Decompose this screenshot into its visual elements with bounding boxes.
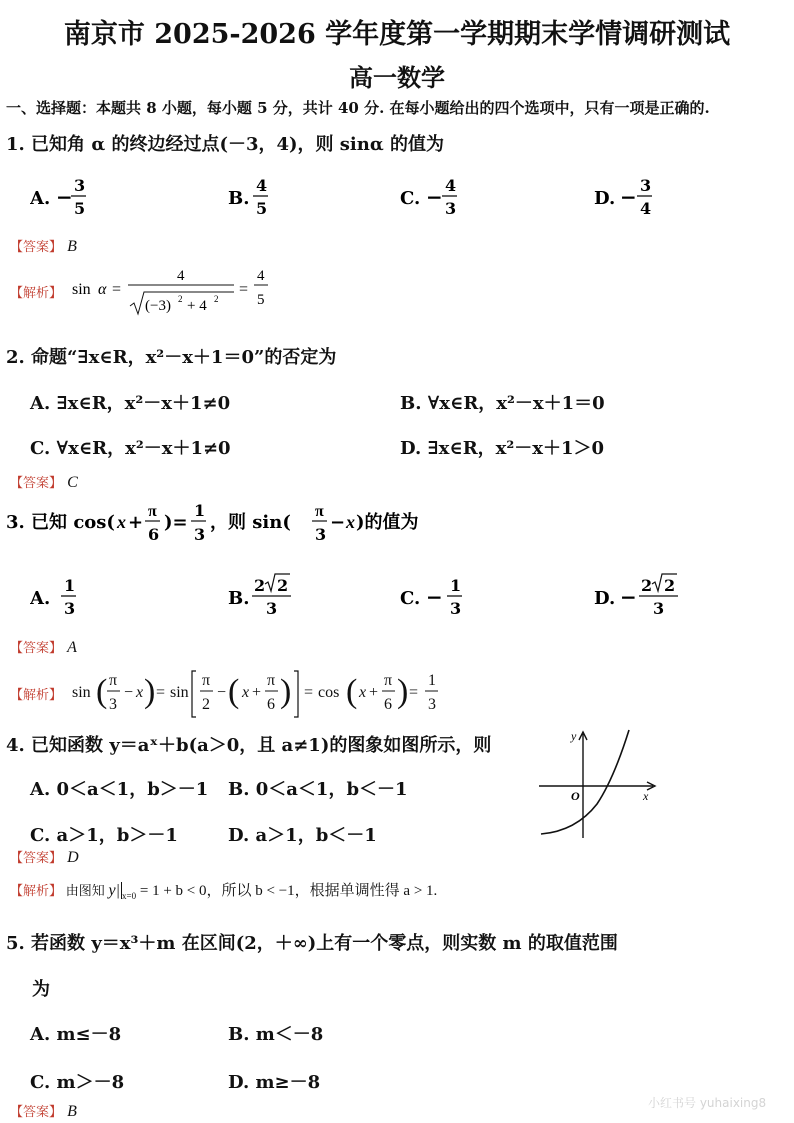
svg-text:=: = bbox=[112, 281, 122, 298]
svg-text:1: 1 bbox=[428, 672, 436, 689]
svg-text:+: + bbox=[128, 512, 144, 533]
section-heading: 一、选择题：本题共 8 小题，每小题 5 分，共计 40 分. 在每小题给出的四个选项中，只有一项是正确的. bbox=[6, 99, 710, 117]
q1-option-a bbox=[30, 172, 110, 229]
svg-text:(−3): (−3) bbox=[145, 298, 171, 314]
graph-y-label: y bbox=[571, 729, 577, 743]
svg-text:−: − bbox=[330, 512, 346, 533]
q4-answer-value: D bbox=[67, 849, 79, 866]
svg-text:3: 3 bbox=[315, 525, 327, 544]
svg-text:4: 4 bbox=[257, 268, 265, 284]
svg-text:2: 2 bbox=[214, 294, 219, 304]
q2-answer-value: C bbox=[67, 474, 78, 491]
svg-text:sin: sin bbox=[72, 281, 91, 298]
question-3-stem bbox=[6, 500, 526, 557]
q3-option-c bbox=[400, 572, 480, 629]
q1-option-c bbox=[400, 172, 480, 229]
svg-text:B.: B. bbox=[228, 188, 250, 209]
svg-text:4: 4 bbox=[256, 176, 268, 195]
svg-text:3. 已知 cos(: 3. 已知 cos( bbox=[6, 512, 115, 533]
q1-option-d bbox=[594, 172, 674, 229]
q4-analysis bbox=[10, 879, 437, 901]
svg-text:=: = bbox=[239, 281, 249, 298]
svg-text:−: − bbox=[426, 185, 443, 209]
svg-text:1: 1 bbox=[450, 576, 462, 595]
q1-option-b bbox=[228, 172, 288, 229]
svg-text:−: − bbox=[426, 585, 443, 609]
svg-text:−: − bbox=[217, 684, 227, 701]
svg-text:x: x bbox=[136, 684, 144, 701]
q5-option-d: D. m≥－8 bbox=[228, 1072, 321, 1093]
svg-text:4: 4 bbox=[445, 176, 457, 195]
q2-option-c: C. ∀x∈R，x²－x＋1≠0 bbox=[30, 438, 231, 459]
svg-text:6: 6 bbox=[384, 696, 392, 713]
question-5-stem-cont: 为 bbox=[32, 979, 50, 1000]
q4-analysis-lead: 由图知 bbox=[65, 884, 105, 899]
svg-text:6: 6 bbox=[148, 525, 160, 544]
svg-text:x: x bbox=[359, 684, 367, 701]
svg-text:): ) bbox=[144, 673, 156, 710]
answer-tag: 【答案】 bbox=[10, 1105, 63, 1120]
svg-text:3: 3 bbox=[445, 199, 457, 218]
svg-text:3: 3 bbox=[653, 599, 665, 618]
svg-text:): ) bbox=[280, 673, 292, 710]
q1-answer bbox=[10, 236, 77, 256]
q5-option-a: A. m≤－8 bbox=[30, 1024, 122, 1045]
analysis-tag: 【解析】 bbox=[10, 286, 63, 301]
q2-option-b: B. ∀x∈R，x²－x＋1＝0 bbox=[400, 393, 605, 414]
q3-analysis-formula bbox=[72, 666, 452, 722]
answer-tag: 【答案】 bbox=[10, 240, 63, 255]
answer-tag: 【答案】 bbox=[10, 641, 63, 656]
svg-text:x: x bbox=[346, 512, 355, 532]
q3-answer bbox=[10, 637, 77, 657]
q4-option-b: B. 0＜a＜1，b＜－1 bbox=[228, 779, 408, 800]
graph-origin-label: O bbox=[571, 789, 580, 803]
svg-text:cos: cos bbox=[318, 684, 340, 701]
q5-option-b: B. m＜－8 bbox=[228, 1024, 324, 1045]
svg-text:π: π bbox=[202, 672, 211, 689]
svg-text:−: − bbox=[124, 684, 134, 701]
svg-text:3: 3 bbox=[64, 599, 76, 618]
svg-text:2: 2 bbox=[664, 576, 676, 595]
q2-option-d: D. ∃x∈R，x²－x＋1＞0 bbox=[400, 438, 605, 459]
q3-option-b bbox=[228, 572, 308, 629]
svg-text:3: 3 bbox=[194, 525, 206, 544]
analysis-tag: 【解析】 bbox=[10, 688, 63, 703]
svg-text:α: α bbox=[98, 281, 107, 298]
question-1-stem: 1. 已知角 α 的终边经过点(－3，4)，则 sinα 的值为 bbox=[6, 134, 444, 155]
svg-text:sin: sin bbox=[72, 684, 91, 701]
analysis-tag: 【解析】 bbox=[10, 884, 63, 899]
svg-text:(: ( bbox=[228, 673, 240, 710]
q4-option-d: D. a＞1，b＜－1 bbox=[228, 825, 377, 846]
q4-option-a: A. 0＜a＜1，b＞－1 bbox=[30, 779, 209, 800]
svg-text:=: = bbox=[304, 684, 314, 701]
svg-text:)=: )= bbox=[164, 512, 188, 533]
svg-text:π: π bbox=[109, 672, 118, 689]
svg-text:=: = bbox=[409, 684, 419, 701]
svg-text:D.: D. bbox=[594, 588, 616, 609]
svg-text:2: 2 bbox=[254, 576, 266, 595]
svg-text:3: 3 bbox=[109, 696, 117, 713]
svg-text:B.: B. bbox=[228, 588, 250, 609]
svg-text:1: 1 bbox=[64, 576, 76, 595]
svg-text:5: 5 bbox=[257, 292, 265, 308]
svg-text:D.: D. bbox=[594, 188, 616, 209]
svg-text:): ) bbox=[397, 673, 409, 710]
watermark: 小红书号 yuhaixing8 bbox=[648, 1096, 767, 1110]
q3-option-d bbox=[594, 572, 694, 629]
q4-analysis-rest: = 1 + b < 0，所以 b < −1，根据单调性得 a > 1. bbox=[136, 883, 438, 899]
svg-text:C.: C. bbox=[400, 188, 421, 209]
q4-option-c: C. a＞1，b＞－1 bbox=[30, 825, 178, 846]
svg-text:−: − bbox=[56, 185, 73, 209]
svg-text:3: 3 bbox=[266, 599, 278, 618]
svg-text:−: − bbox=[620, 185, 637, 209]
page-subtitle: 高一数学 bbox=[349, 63, 445, 92]
q4-function-graph bbox=[535, 728, 665, 847]
svg-text:6: 6 bbox=[267, 696, 275, 713]
svg-text:3: 3 bbox=[640, 176, 652, 195]
svg-text:3: 3 bbox=[428, 696, 436, 713]
svg-text:=: = bbox=[156, 684, 166, 701]
svg-text:A.: A. bbox=[30, 588, 51, 609]
svg-text:(: ( bbox=[96, 673, 108, 710]
q1-answer-value: B bbox=[67, 238, 77, 255]
q4-analysis-subscript: x=0 bbox=[122, 891, 137, 901]
q4-analysis-y: y| bbox=[108, 882, 121, 899]
q4-answer bbox=[10, 847, 79, 867]
svg-text:π: π bbox=[267, 672, 276, 689]
answer-tag: 【答案】 bbox=[10, 851, 63, 866]
q1-analysis-formula bbox=[72, 262, 272, 322]
q3-answer-value: A bbox=[67, 639, 77, 656]
svg-text:(: ( bbox=[346, 673, 358, 710]
svg-text:π: π bbox=[384, 672, 393, 689]
svg-text:2: 2 bbox=[641, 576, 653, 595]
question-5-stem: 5. 若函数 y＝x³＋m 在区间(2，＋∞)上有一个零点，则实数 m 的取值范围 bbox=[6, 933, 618, 954]
question-4-stem: 4. 已知函数 y＝aˣ＋b(a＞0，且 a≠1)的图象如图所示，则 bbox=[6, 735, 492, 756]
svg-text:C.: C. bbox=[400, 588, 421, 609]
svg-text:+: + bbox=[252, 684, 262, 701]
svg-text:5: 5 bbox=[74, 199, 86, 218]
svg-text:4: 4 bbox=[177, 268, 185, 284]
q5-answer-value: B bbox=[67, 1103, 77, 1120]
page-title: 南京市 2025-2026 学年度第一学期期末学情调研测试 bbox=[63, 19, 731, 50]
svg-text:2: 2 bbox=[178, 294, 183, 304]
svg-text:)的值为: )的值为 bbox=[356, 512, 419, 533]
svg-text:sin: sin bbox=[170, 684, 189, 701]
svg-text:3: 3 bbox=[450, 599, 462, 618]
answer-tag: 【答案】 bbox=[10, 476, 63, 491]
q5-answer bbox=[10, 1101, 77, 1121]
q3-option-a bbox=[30, 572, 90, 629]
svg-text:4: 4 bbox=[640, 199, 652, 218]
svg-text:x: x bbox=[242, 684, 250, 701]
svg-text:x: x bbox=[117, 512, 126, 532]
graph-x-label: x bbox=[643, 789, 649, 803]
svg-text:+ 4: + 4 bbox=[187, 298, 207, 314]
svg-text:−: − bbox=[620, 585, 637, 609]
svg-text:3: 3 bbox=[74, 176, 86, 195]
question-2-stem: 2. 命题“∃x∈R，x²－x＋1＝0”的否定为 bbox=[6, 347, 337, 368]
svg-text:π: π bbox=[315, 503, 324, 520]
q2-option-a: A. ∃x∈R，x²－x＋1≠0 bbox=[30, 393, 231, 414]
svg-text:，则 sin(: ，则 sin( bbox=[210, 512, 291, 533]
q2-answer bbox=[10, 472, 78, 492]
svg-text:2: 2 bbox=[277, 576, 289, 595]
svg-text:5: 5 bbox=[256, 199, 268, 218]
svg-text:π: π bbox=[148, 503, 157, 520]
svg-text:1: 1 bbox=[194, 501, 206, 520]
svg-text:+: + bbox=[369, 684, 379, 701]
q5-option-c: C. m＞－8 bbox=[30, 1072, 125, 1093]
svg-text:A.: A. bbox=[30, 188, 51, 209]
svg-text:2: 2 bbox=[202, 696, 210, 713]
